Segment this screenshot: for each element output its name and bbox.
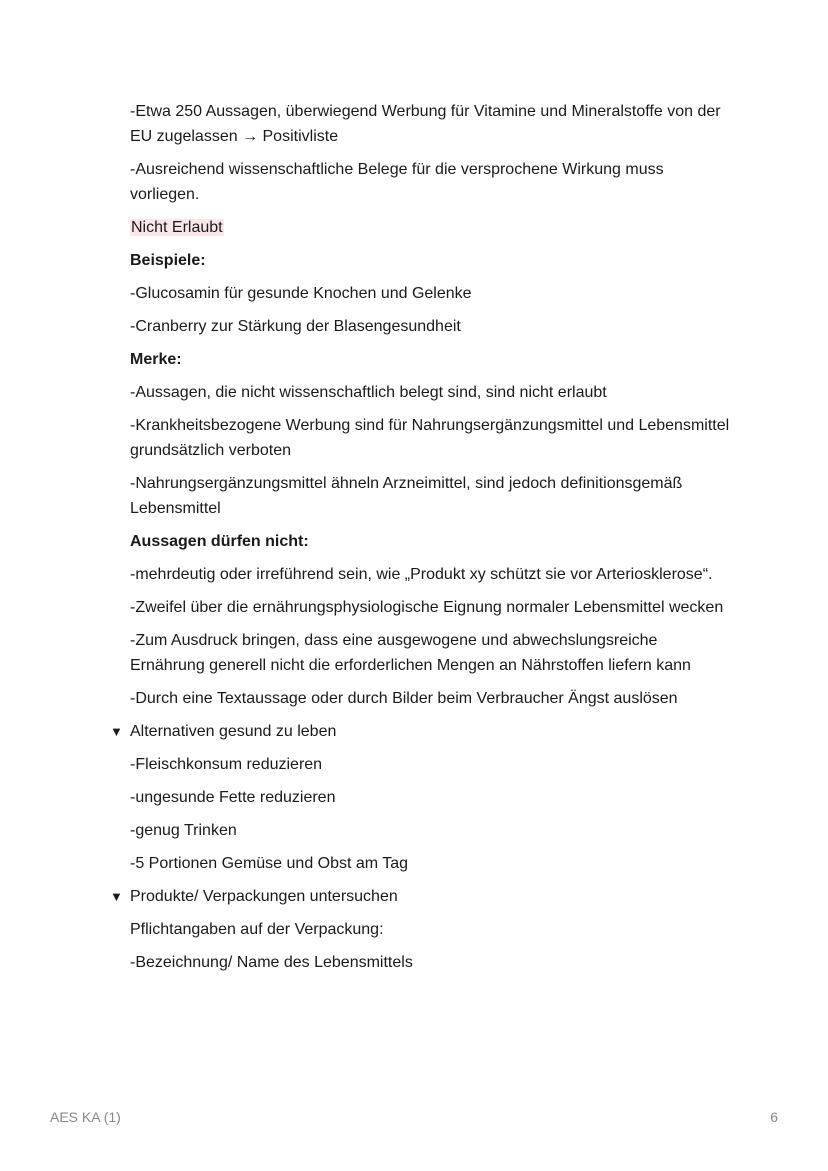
highlighted-heading <box>130 215 730 240</box>
bold-heading: Merke: <box>130 351 182 368</box>
toggle-heading[interactable]: Produkte/ Verpackungen untersuchen <box>130 888 398 905</box>
paragraph: -Aussagen, die nicht wissenschaftlich belegt sind, sind nicht erlaubt <box>130 384 607 401</box>
bold-heading: Beispiele: <box>130 252 206 269</box>
triangle-down-icon[interactable]: ▼ <box>110 724 123 739</box>
footer-document-title: AES KA (1) <box>50 1109 121 1125</box>
paragraph: -5 Portionen Gemüse und Obst am Tag <box>130 855 409 872</box>
toggle-section-products[interactable] <box>110 884 730 909</box>
paragraph: -Nahrungsergänzungsmittel ähneln Arzneimittel, sind jedoch definitionsgemäß Lebensmittel <box>130 475 683 517</box>
footer-page-number: 6 <box>770 1109 778 1125</box>
paragraph: -Bezeichnung/ Name des Lebensmittels <box>130 954 413 971</box>
paragraph: -Ausreichend wissenschaftliche Belege für die versprochene Wirkung muss vorliegen. <box>130 161 664 203</box>
paragraph: -Zum Ausdruck bringen, dass eine ausgewogene und abwechslungsreiche Ernährung generell nicht die erforderlichen Mengen an Nährstoffen liefern kann <box>130 632 691 674</box>
paragraph: -Krankheitsbezogene Werbung sind für Nahrungsergänzungsmittel und Lebensmittel grundsätzlich verboten <box>130 417 730 459</box>
paragraph: -mehrdeutig oder irreführend sein, wie „Produkt xy schützt sie vor Arteriosklerose“. <box>130 566 713 583</box>
triangle-down-icon[interactable]: ▼ <box>110 889 123 904</box>
paragraph: Pflichtangaben auf der Verpackung: <box>130 921 384 938</box>
paragraph: -Cranberry zur Stärkung der Blasengesundheit <box>130 318 461 335</box>
paragraph: -Etwa 250 Aussagen, überwiegend Werbung für Vitamine und Mineralstoffe von der EU zugelassen → Positivliste <box>130 103 721 145</box>
paragraph: -Glucosamin für gesunde Knochen und Gelenke <box>130 285 472 302</box>
highlight-label: Nicht Erlaubt <box>131 219 223 236</box>
bold-heading: Aussagen dürfen nicht: <box>130 533 309 550</box>
paragraph: -Durch eine Textaussage oder durch Bilder beim Verbraucher Ängst auslösen <box>130 690 678 707</box>
paragraph: -ungesunde Fette reduzieren <box>130 789 336 806</box>
paragraph: -Zweifel über die ernährungsphysiologische Eignung normaler Lebensmittel wecken <box>130 599 724 616</box>
paragraph: -genug Trinken <box>130 822 237 839</box>
paragraph: -Fleischkonsum reduzieren <box>130 756 323 773</box>
toggle-heading[interactable]: Alternativen gesund zu leben <box>130 723 337 740</box>
toggle-section-alternatives[interactable] <box>110 719 730 744</box>
document-body <box>110 99 730 983</box>
